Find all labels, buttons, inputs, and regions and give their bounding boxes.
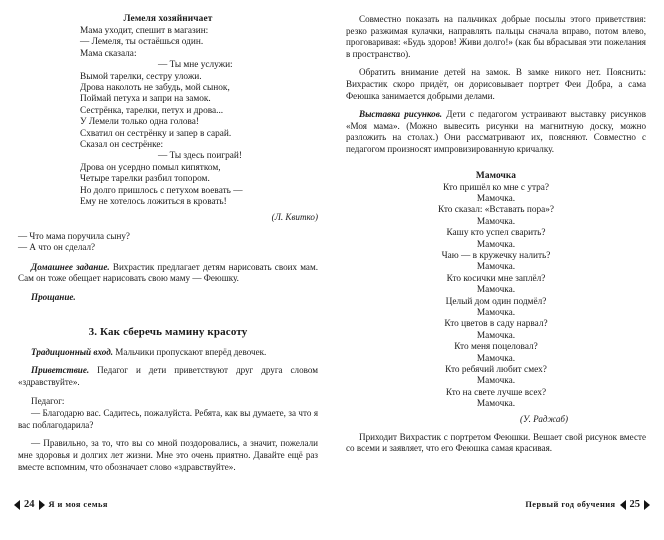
poem-line: Сестрёнка, тарелки, петух и дрова... bbox=[80, 105, 224, 116]
poem-line: Целый дом один подмёл? bbox=[445, 296, 547, 307]
exhibition-text: Дети с педагогом устраивают выставку рисунков «Моя мама». (Можно вывесить рисунки на магнитную доску, можно разложить на столах.) Они рассматривают их, поясняют. Совместно с педагогом произносят импровизированную кричалку. bbox=[346, 109, 646, 154]
poem-line: Мамочка. bbox=[476, 330, 516, 341]
poem-line: Дрова он усердно помыл кипятком, bbox=[80, 162, 221, 173]
teacher-speech-line: — Правильно, за то, что вы со мной поздоровались, а значит, пожелали мне здоровья и долгих лет жизни. Мне это очень приятно. Давайте ещё раз вместе вспомним, что обозначает слово «здравствуйте». bbox=[18, 438, 318, 472]
left-page-footer bbox=[14, 499, 112, 510]
greeting-text: Педагог и дети приветствуют друг друга словом «здравствуйте». bbox=[18, 365, 318, 388]
farewell-line: Прощание. bbox=[31, 291, 76, 302]
right-poem-title: Мамочка bbox=[475, 170, 517, 181]
left-poem-body bbox=[80, 26, 255, 209]
poem-line: Мамочка. bbox=[476, 308, 516, 318]
teacher-speech-line: — Благодарю вас. Садитесь, пожалуйста. Ребята, как вы думаете, за что я вас поблагодарила? bbox=[18, 408, 318, 430]
poem-line: — Лемеля, ты остаёшься один. bbox=[80, 37, 204, 48]
exhibition-paragraph bbox=[346, 109, 646, 155]
poem-line: Но долго пришлось с петухом воевать — bbox=[80, 185, 243, 196]
left-poem-title: Лемеля хозяйничает bbox=[123, 14, 213, 24]
poem-line: Кто на свете лучше всех? bbox=[445, 387, 547, 398]
poem-line: Мама сказала: bbox=[80, 48, 137, 59]
poem-line: — Ты мне услужи: bbox=[158, 60, 233, 71]
left-page-column bbox=[18, 0, 318, 540]
entrance-text: Мальчики пропускают вперёд девочек. bbox=[113, 346, 267, 357]
greeting-paragraph bbox=[18, 365, 318, 388]
section-heading: 3. Как сберечь мамину красоту bbox=[88, 325, 248, 338]
discussion-question: — А что он сделал? bbox=[18, 242, 96, 253]
greeting-lead: Приветствие. bbox=[31, 365, 90, 376]
body-paragraph: Совместно показать на пальчиках добрые посылы этого приветствия: резко разжимая кулачки, направлять пальцы сначала вправо, потом влево, проговаривая: «Будь здоров! Живи долго!» (как бы вбрасывая эти пожелания в пространство). bbox=[346, 14, 646, 59]
poem-line: Мамочка. bbox=[476, 399, 516, 410]
right-page-number: 25 bbox=[629, 499, 640, 510]
right-poem-attribution: (У. Раджаб) bbox=[520, 413, 568, 424]
poem-line: Сказал он сестрёнке: bbox=[80, 140, 164, 151]
right-footer-label: Первый год обучения bbox=[525, 500, 616, 509]
poem-line: Чаю — в кружечку налить? bbox=[441, 250, 551, 261]
poem-line: Кто цветов в саду нарвал? bbox=[444, 319, 548, 330]
entrance-lead: Традиционный вход. bbox=[31, 346, 113, 357]
poem-line: Дрова наколоть не забудь, мой сынок, bbox=[80, 83, 230, 94]
poem-line: Кашу кто успел сварить? bbox=[446, 228, 546, 239]
right-page-footer bbox=[521, 499, 650, 510]
poem-line: Мамочка. bbox=[476, 353, 516, 364]
poem-line: Вымой тарелки, сестру уложи. bbox=[80, 71, 202, 82]
homework-lead: Домашнее задание. bbox=[31, 261, 110, 272]
poem-line: Мамочка. bbox=[476, 239, 516, 250]
right-poem-body bbox=[346, 183, 646, 411]
poem-line: Кто пришёл ко мне с утра? bbox=[442, 182, 550, 193]
poem-line: — Ты здесь поиграй! bbox=[158, 151, 242, 162]
poem-line: Мамочка. bbox=[476, 216, 516, 227]
poem-line: У Лемели только одна голова! bbox=[80, 117, 200, 128]
poem-line: Поймай петуха и запри на замок. bbox=[80, 94, 211, 105]
poem-line: Мамочка. bbox=[476, 285, 516, 296]
body-paragraph: Обратить внимание детей на замок. В замке никого нет. Пояснить: Вихрастик скоро придёт, он дорисовывает портрет Феи Добра, а сама Феюшка занимается добрыми делами. bbox=[346, 67, 646, 101]
homework-paragraph bbox=[18, 262, 318, 285]
poem-line: Четыре тарелки разбил топором. bbox=[80, 174, 210, 185]
poem-line: Мама уходит, спешит в магазин: bbox=[80, 26, 209, 36]
left-page-number: 24 bbox=[24, 499, 35, 510]
closing-paragraph: Приходит Вихрастик с портретом Феюшки. Вешает свой рисунок вместе со всеми и заявляет, что его Феюшка самая красивая. bbox=[346, 431, 646, 454]
poem-line: Кто сказал: «Вставать пора»? bbox=[437, 205, 555, 216]
discussion-question: — Что мама поручила сыну? bbox=[18, 230, 130, 241]
right-intro-paragraphs bbox=[346, 14, 646, 102]
discussion-questions bbox=[18, 231, 318, 254]
poem-line: Мамочка. bbox=[476, 376, 516, 387]
left-poem-attribution: (Л. Квитко) bbox=[271, 211, 318, 222]
teacher-speech-block bbox=[18, 408, 318, 473]
right-page-column bbox=[346, 0, 646, 540]
poem-line: Мамочка. bbox=[476, 193, 516, 204]
poem-line: Кто ребячий любит смех? bbox=[445, 365, 547, 376]
poem-line: Кто косички мне заплёл? bbox=[446, 273, 546, 284]
entrance-paragraph bbox=[18, 347, 318, 359]
poem-line: Ему не хотелось ложиться в кровать! bbox=[80, 197, 227, 208]
left-footer-label: Я и моя семья bbox=[48, 500, 108, 509]
teacher-label: Педагог: bbox=[31, 395, 65, 406]
triangle-right-icon bbox=[644, 500, 650, 510]
poem-line: Кто меня поцеловал? bbox=[454, 342, 538, 353]
exhibition-lead: Выставка рисунков. bbox=[359, 109, 443, 120]
poem-line: Мамочка. bbox=[476, 262, 516, 273]
poem-line: Схватил он сестрёнку и запер в сарай. bbox=[80, 128, 232, 139]
homework-text: Вихрастик предлагает детям нарисовать своих мам. Сам он тоже обещает нарисовать свою маму — Феюшку. bbox=[18, 261, 318, 284]
